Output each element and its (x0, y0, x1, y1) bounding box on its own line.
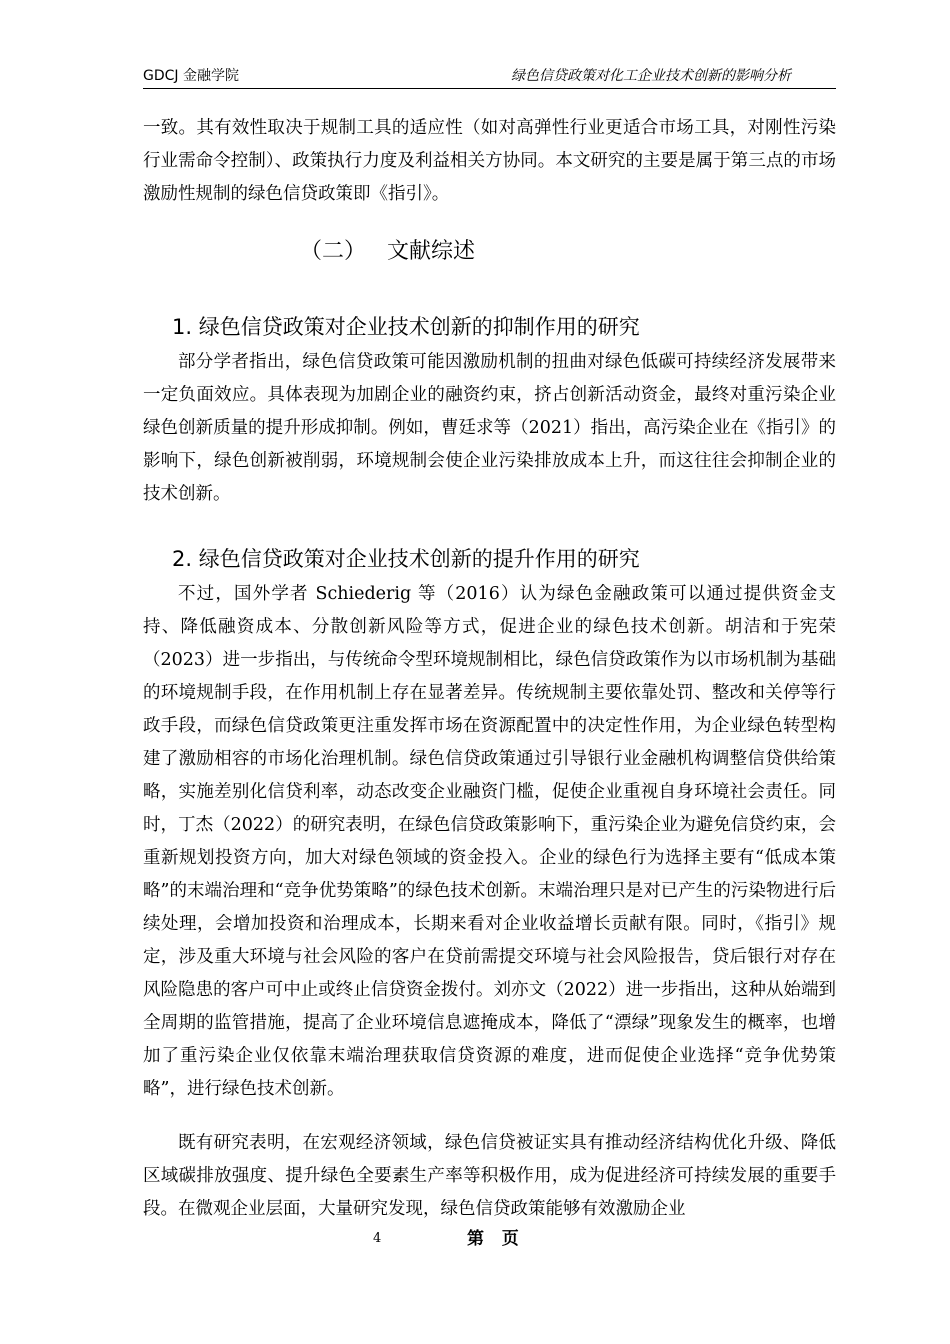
paragraph-2: 不过，国外学者 Schiederig 等（2016）认为绿色金融政策可以通过提供资金支持、降低融资成本、分散创新风险等方式，促进企业的绿色技术创新。胡洁和于宪荣（2023）进一步指出，与传统命令型环境规制相比，绿色信贷政策作为以市场机制为基础的环境规制手段，在作用机制上存在显著差异。传统规制主要依靠处罚、整改和关停等行政手段，而绿色信贷政策更注重发挥市场在资源配置中的决定性作用，为企业绿色转型构建了激励相容的市场化治理机制。绿色信贷政策通过引导银行业金融机构调整信贷供给策略，实施差别化信贷利率，动态改变企业融资门槛，促使企业重视自身环境社会责任。同时，丁杰（2022）的研究表明，在绿色信贷政策影响下，重污染企业为避免信贷约束，会重新规划投资方向，加大对绿色领域的资金投入。企业的绿色行为选择主要有“低成本策略”的末端治理和“竞争优势策略”的绿色技术创新。末端治理只是对已产生的污染物进行后续处理，会增加投资和治理成本，长期来看对企业收益增长贡献有限。同时，《指引》规定，涉及重大环境与社会风险的客户在贷前需提交环境与社会风险报告，贷后银行对存在风险隐患的客户可中止或终止信贷资金拨付。刘亦文（2022）进一步指出，这种从始端到全周期的监管措施，提高了企业环境信息遮掩成本，降低了“漂绿”现象发生的概率，也增加了重污染企业仅依靠末端治理获取信贷资源的难度，进而促使企业选择“竞争优势策略”，进行绿色技术创新。 (143, 584, 836, 1099)
page-header (143, 66, 836, 89)
subsection-heading-2: 2. 绿色信贷政策对企业技术创新的提升作用的研究 (172, 547, 640, 571)
subsection-heading-1: 1. 绿色信贷政策对企业技术创新的抑制作用的研究 (172, 315, 640, 339)
paragraph-1: 部分学者指出，绿色信贷政策可能因激励机制的扭曲对绿色低碳可持续经济发展带来一定负面效应。具体表现为加剧企业的融资约束，挤占创新活动资金，最终对重污染企业绿色创新质量的提升形成抑制。例如，曹廷求等（2021）指出，高污染企业在《指引》的影响下，绿色创新被削弱，环境规制会使企业污染排放成本上升，而这往往会抑制企业的技术创新。 (143, 352, 836, 504)
paragraph-continued: 一致。其有效性取决于规制工具的适应性（如对高弹性行业更适合市场工具，对刚性污染行业需命令控制）、政策执行力度及利益相关方协同。本文研究的主要是属于第三点的市场激励性规制的绿色信贷政策即《指引》。 (143, 118, 836, 204)
header-institution: GDCJ 金融学院 (143, 68, 239, 84)
page-label: 第 页 (467, 1229, 519, 1249)
header-paper-title: 绿色信贷政策对化工企业技术创新的影响分析 (511, 68, 791, 84)
section-heading: （二） 文献综述 (300, 239, 475, 264)
page-number: 4 (373, 1231, 382, 1246)
paragraph-3: 既有研究表明，在宏观经济领域，绿色信贷被证实具有推动经济结构优化升级、降低区域碳排放强度、提升绿色全要素生产率等积极作用，成为促进经济可持续发展的重要手段。在微观企业层面，大量研究发现，绿色信贷政策能够有效激励企业 (143, 1133, 836, 1219)
